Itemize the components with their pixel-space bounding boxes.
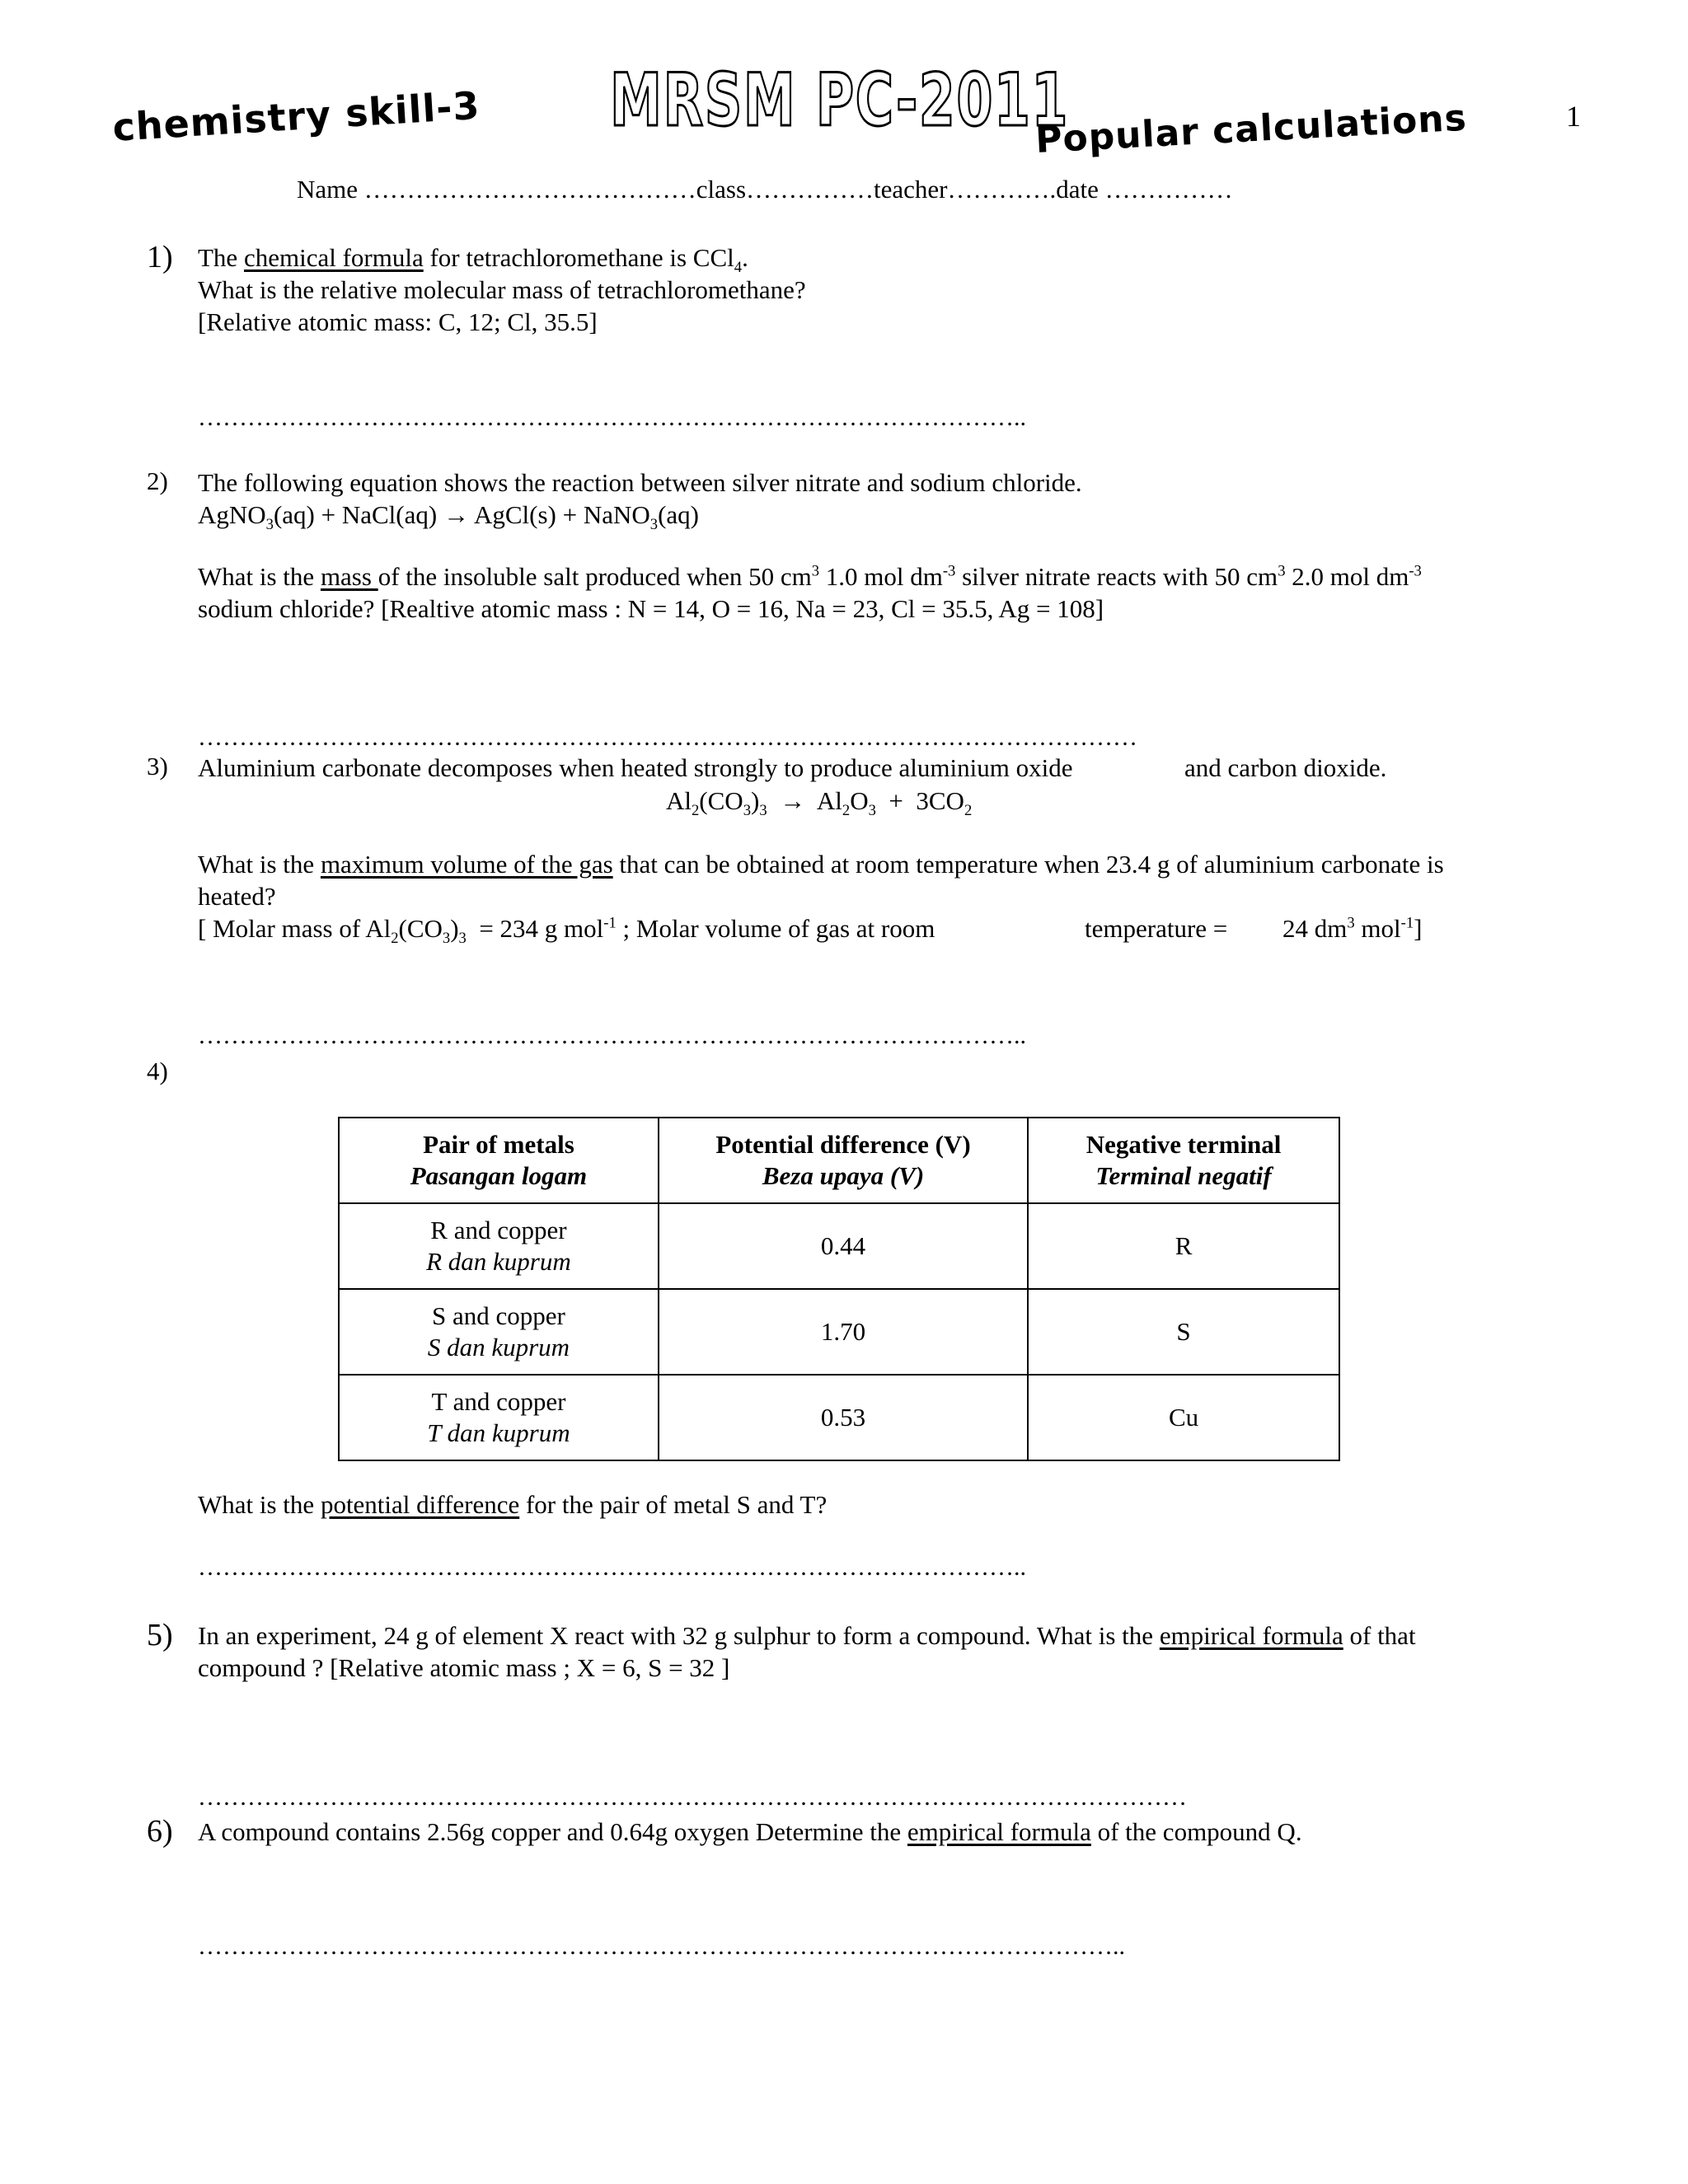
q5-line1: In an experiment, 24 g of element X react with 32 g sulphur to form a compound. What is the empirical formula of that	[198, 1621, 1416, 1650]
q2-text	[198, 466, 1599, 534]
q3-question-line1: What is the maximum volume of the gas that can be obtained at room temperature when 23.4 g of aluminium carbonate is	[198, 850, 1444, 879]
table-cell: T and copper T dan kuprum	[339, 1375, 659, 1460]
q5-line2: compound ? [Relative atomic mass ; X = 6, S = 32 ]	[198, 1653, 730, 1682]
q3-question	[198, 848, 1599, 912]
q1-number: 1)	[147, 240, 173, 274]
table-row	[339, 1203, 1339, 1289]
table-header-row	[339, 1118, 1339, 1203]
metals-table	[338, 1117, 1340, 1461]
q1-line1: The chemical formula for tetrachloromethane is CCl$_4$.	[198, 243, 748, 277]
table-cell: Cu	[1028, 1375, 1339, 1460]
table-row	[339, 1289, 1339, 1375]
q3-line1a: Aluminium carbonate decomposes when heated strongly to produce aluminium oxide	[198, 753, 1073, 782]
q4-question: What is the potential difference for the pair of metal S and T?	[198, 1490, 828, 1519]
table-cell: R	[1028, 1203, 1339, 1289]
q2-number: 2)	[147, 466, 168, 495]
q3-equation: $Al_2(CO_3)_3 \to Al_2O_3 + 3CO_2$	[666, 786, 973, 820]
table-cell: 0.44	[659, 1203, 1028, 1289]
q2-question	[198, 560, 1615, 625]
q5-number: 5)	[147, 1618, 173, 1652]
table-cell: S and copper S dan kuprum	[339, 1289, 659, 1375]
table-cell: 0.53	[659, 1375, 1028, 1460]
q3-data-temperature: temperature =	[1085, 914, 1228, 943]
q1-line3: [Relative atomic mass: C, 12; Cl, 35.5]	[198, 307, 598, 336]
q1-text	[198, 241, 1558, 338]
header-right-title: Popular calculations	[1034, 96, 1468, 162]
table-cell: S	[1028, 1289, 1339, 1375]
q3-number: 3)	[147, 752, 168, 780]
q3-data-volume: 24 $dm^3$ mol$^{-1}$]	[1282, 914, 1423, 943]
q2-question-line1: What is the mass of the insoluble salt produced when 50 $cm^3$ 1.0 mol $dm^{-3}$ silver nitrate reacts with 50 $cm^3$ 2.0 mol $dm^{-3}$	[198, 562, 1422, 591]
page-number: 1	[1566, 100, 1581, 133]
table-header-cell: Negative terminal Terminal negatif	[1028, 1118, 1339, 1203]
table-cell: 1.70	[659, 1289, 1028, 1375]
table-row	[339, 1375, 1339, 1460]
q2-answer-dots: ……………………………………………………………………………………………………	[198, 724, 1137, 751]
header-left-title: chemistry skill-3	[111, 82, 481, 150]
q5-text	[198, 1619, 1615, 1684]
q3-line1b: and carbon dioxide.	[1184, 753, 1387, 782]
q4-answer-dots: ………………………………………………………………………………………..	[198, 1554, 1026, 1581]
q6-answer-dots: …………………………………………………………………………………………………..	[198, 1933, 1125, 1960]
table-header-cell: Pair of metals Pasangan logam	[339, 1118, 659, 1203]
table-cell: R and copper R dan kuprum	[339, 1203, 659, 1289]
q4-number: 4)	[147, 1057, 168, 1085]
name-line: Name …………………………………class……………teacher………….date ……………	[297, 175, 1233, 204]
q5-answer-dots: …………………………………………………………………………………………………………	[198, 1783, 1187, 1811]
q2-question-line2: sodium chloride? [Realtive atomic mass : N = 14, O = 16, Na = 23, Cl = 35.5, Ag = 108]	[198, 594, 1104, 623]
q2-equation: AgNO$_3$(aq) + NaCl(aq) → AgCl(s) + NaNO$_3$(aq)	[198, 500, 699, 534]
q3-question-line2: heated?	[198, 882, 276, 911]
q1-answer-dots: ………………………………………………………………………………………..	[198, 404, 1026, 431]
header-center-title: MRSM PC-2011	[610, 58, 1069, 143]
q6-number: 6)	[147, 1814, 173, 1849]
q1-line2: What is the relative molecular mass of tetrachloromethane?	[198, 275, 806, 304]
q6-text: A compound contains 2.56g copper and 0.64g oxygen Determine the empirical formula of the compound Q.	[198, 1817, 1302, 1846]
q3-data-line: [ Molar mass of $Al_2(CO_3)_3 = 234$ g mol$^{-1}$ ; Molar volume of gas at room	[198, 914, 935, 948]
table-header-cell: Potential difference (V) Beza upaya (V)	[659, 1118, 1028, 1203]
q3-answer-dots: ………………………………………………………………………………………..	[198, 1022, 1026, 1049]
q2-line1: The following equation shows the reaction between silver nitrate and sodium chloride.	[198, 468, 1082, 497]
